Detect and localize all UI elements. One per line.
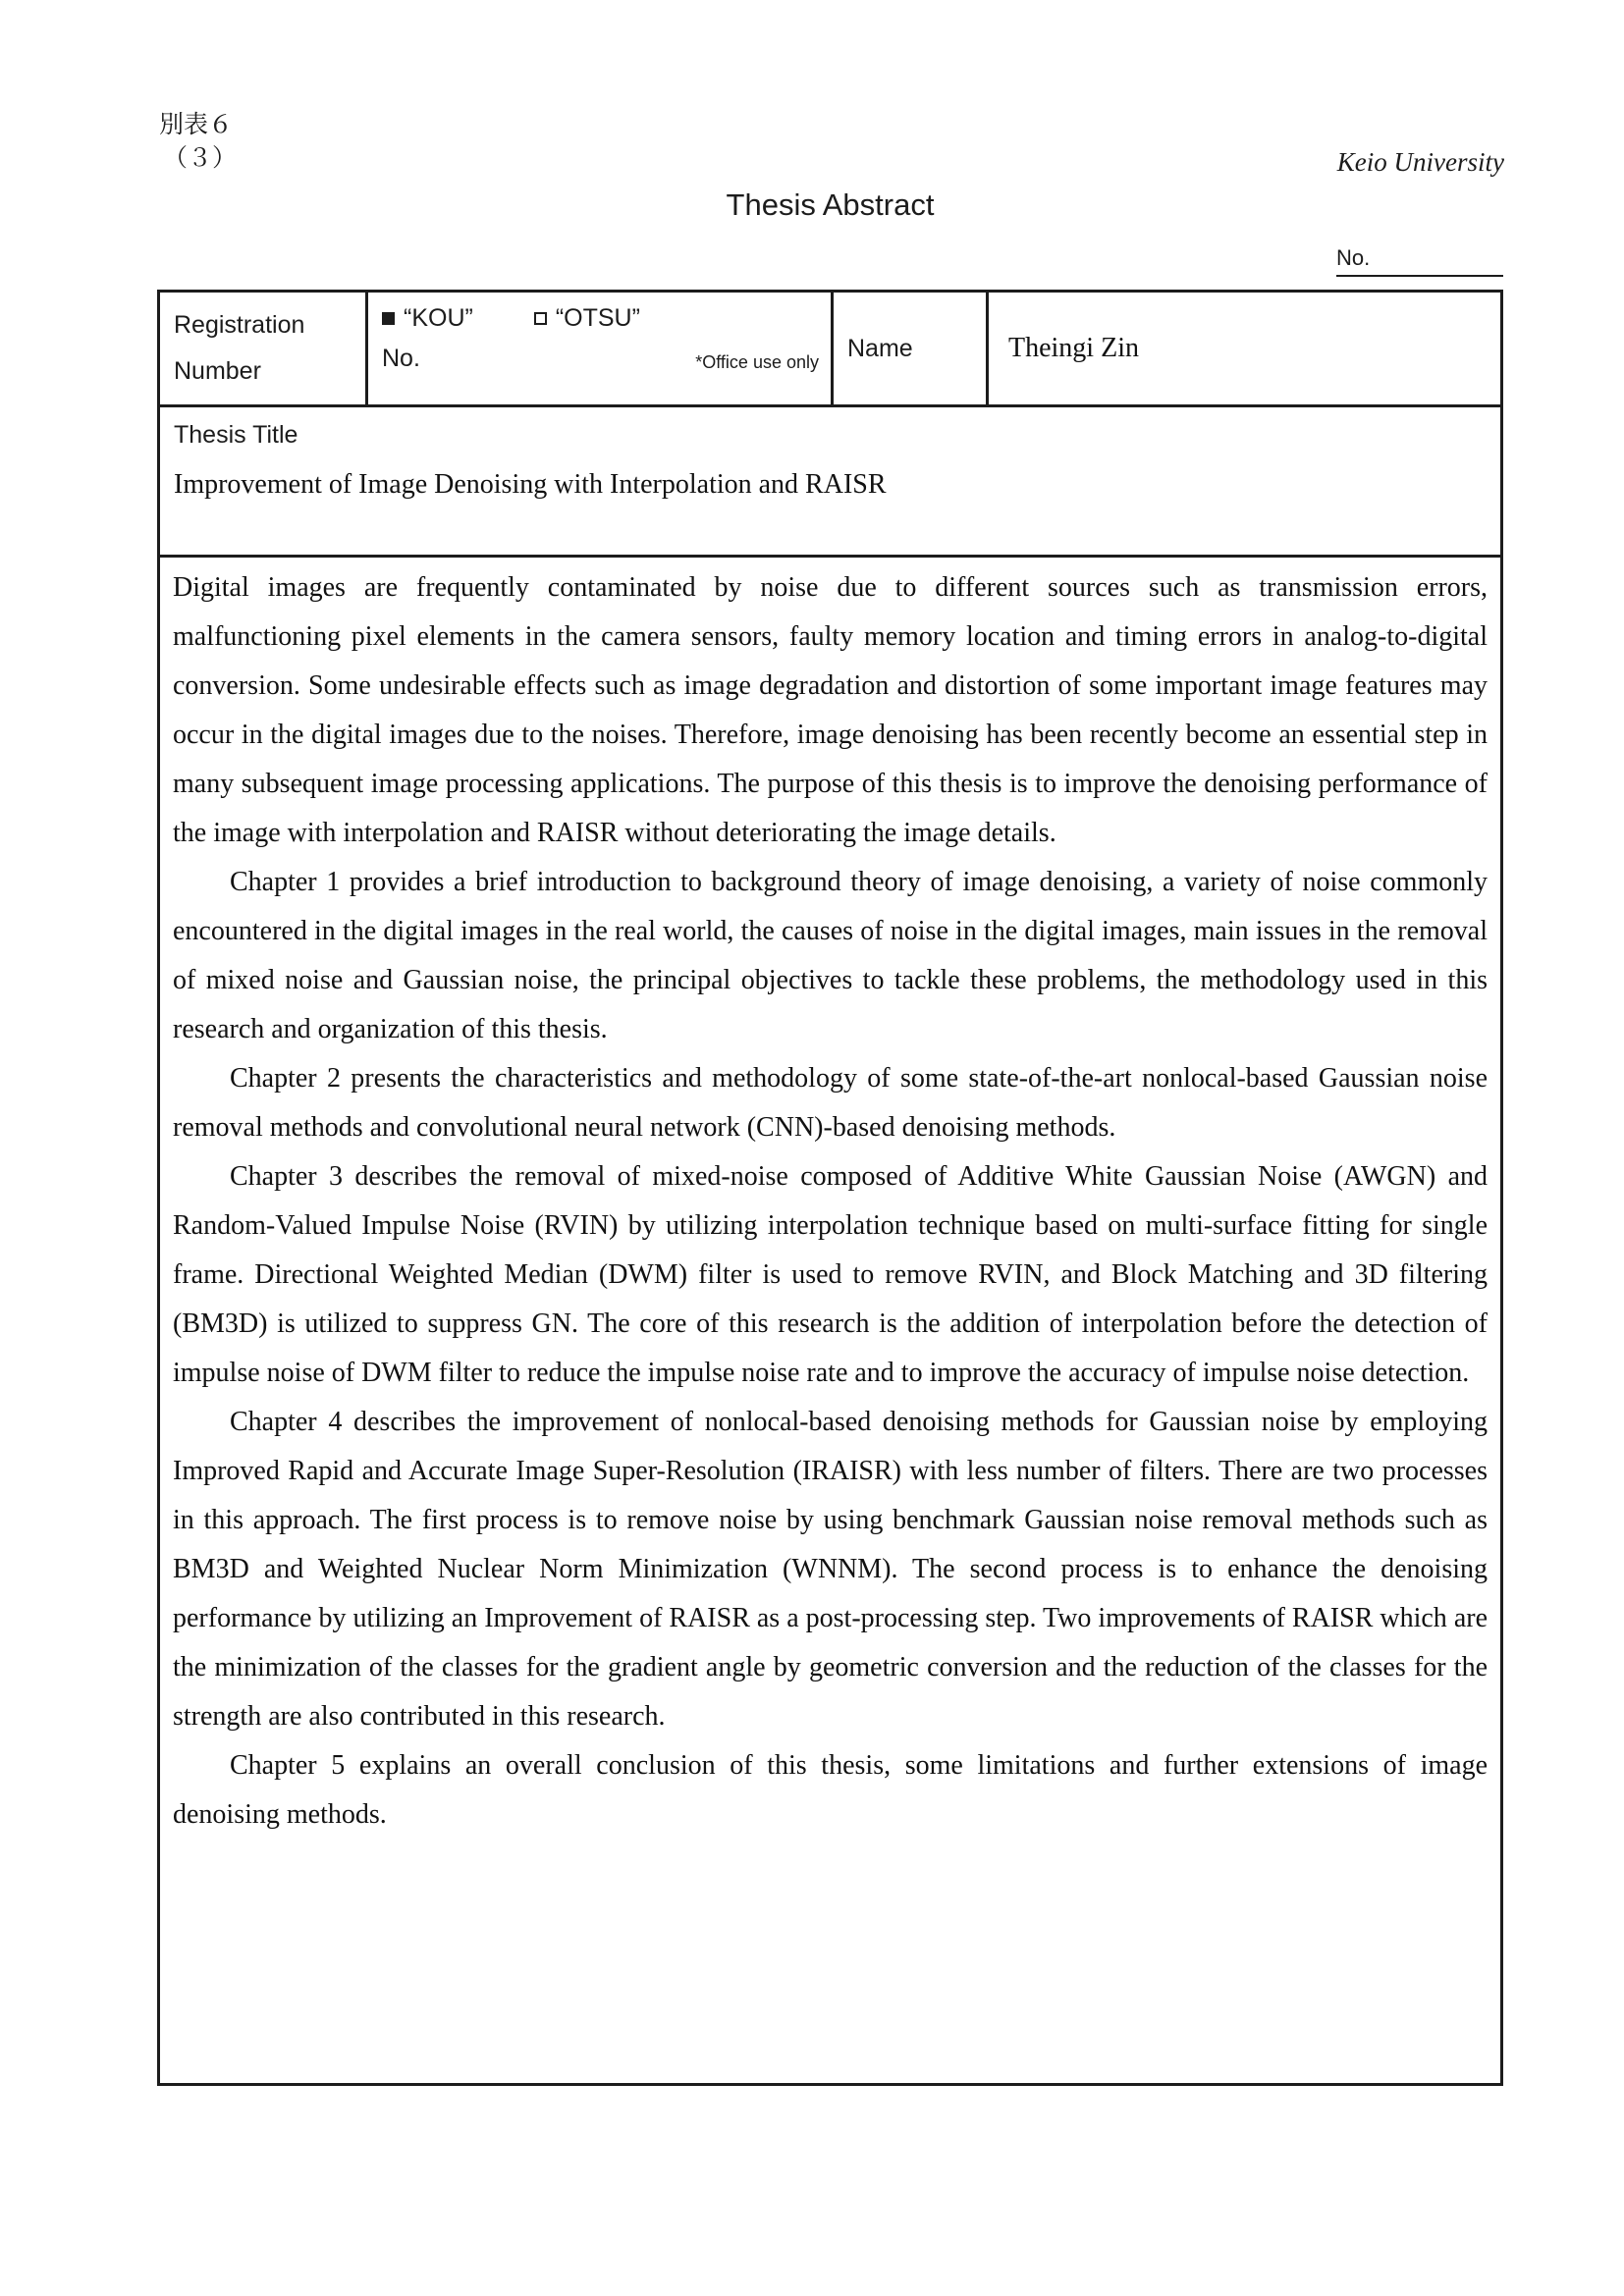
thesis-title-cell <box>159 406 1502 560</box>
thesis-title-label: Thesis Title <box>174 421 298 449</box>
otsu-checkbox <box>534 312 547 325</box>
abstract-paragraph: Digital images are frequently contaminated by noise due to different sources such as transmission errors, malfunctioning pixel elements in the camera sensors, faulty memory location and timing errors in analog-to-digital conversion. Some undesirable effects such as image degradation and distortion of some important image features may occur in the digital images due to the noises. Therefore, image denoising has been recently become an essential step in many subsequent image processing applications. The purpose of this thesis is to improve the denoising performance of the image with interpolation and RAISR without deteriorating the image details. <box>173 572 1488 848</box>
form-code <box>159 108 237 175</box>
form-code-line1: 別表６ <box>159 111 234 138</box>
abstract-paragraph: Chapter 3 describes the removal of mixed-noise composed of Additive White Gaussian Noise (AWGN) and Random-Valued Impulse Noise (RVIN) by utilizing interpolation technique based on multi-surface fitting for single frame. Directional Weighted Median (DWM) filter is used to remove RVIN, and Block Matching and 3D filtering (BM3D) is utilized to suppress GN. The core of this research is the addition of interpolation before the detection of impulse noise of DWM filter to reduce the impulse noise rate and to improve the accuracy of impulse noise detection. <box>173 1161 1488 1388</box>
abstract-paragraph: Chapter 1 provides a brief introduction to background theory of image denoising, a variety of noise commonly encountered in the digital images in the real world, the causes of noise in the digital images, main issues in the removal of mixed noise and Gaussian noise, the principal objectives to tackle these problems, the methodology used in this research and organization of this thesis. <box>173 867 1488 1044</box>
name-label: Name <box>847 334 913 362</box>
registration-label-line1: Registration <box>174 311 305 339</box>
no-label: No. <box>1336 245 1371 270</box>
registration-row <box>159 292 1502 406</box>
registration-no-label: No. <box>382 345 420 372</box>
thesis-title-row <box>159 406 1502 560</box>
kou-checkbox <box>382 312 395 325</box>
otsu-label: “OTSU” <box>555 304 640 332</box>
registration-label-line2: Number <box>174 357 261 385</box>
name-value-cell <box>988 292 1502 406</box>
registration-no-line <box>382 345 821 373</box>
document-title: Thesis Abstract <box>726 187 935 222</box>
name-value: Theingi Zin <box>1008 333 1139 363</box>
form-code-line2: （３） <box>163 144 238 172</box>
abstract-paragraph: Chapter 5 explains an overall conclusion of this thesis, some limitations and further extensions of image denoising methods. <box>173 1750 1488 1830</box>
name-label-cell <box>833 292 988 406</box>
university-name: Keio University <box>1336 147 1504 177</box>
header-form-table <box>157 290 1503 561</box>
registration-label-cell <box>159 292 367 406</box>
thesis-title-value: Improvement of Image Denoising with Interpolation and RAISR <box>174 469 887 500</box>
abstract-paragraph: Chapter 2 presents the characteristics and methodology of some state-of-the-art nonlocal-based Gaussian noise removal methods and convolutional neural network (CNN)-based denoising methods. <box>173 1063 1488 1143</box>
degree-type-line <box>382 304 821 333</box>
kou-label: “KOU” <box>404 304 473 332</box>
registration-office-cell <box>367 292 833 406</box>
abstract-body <box>157 555 1503 2086</box>
office-use-note: *Office use only <box>695 352 819 372</box>
abstract-paragraph: Chapter 4 describes the improvement of nonlocal-based denoising methods for Gaussian noise by employing Improved Rapid and Accurate Image Super-Resolution (IRAISR) with less number of filters. There are two processes in this approach. The first process is to remove noise by using benchmark Gaussian noise removal methods such as BM3D and Weighted Nuclear Norm Minimization (WNNM). The second process is to enhance the denoising performance by utilizing an Improvement of RAISR as a post-processing step. Two improvements of RAISR which are the minimization of the classes for the gradient angle by geometric conversion and the reduction of the classes for the strength are also contributed in this research. <box>173 1407 1488 1732</box>
no-field <box>1336 245 1503 277</box>
